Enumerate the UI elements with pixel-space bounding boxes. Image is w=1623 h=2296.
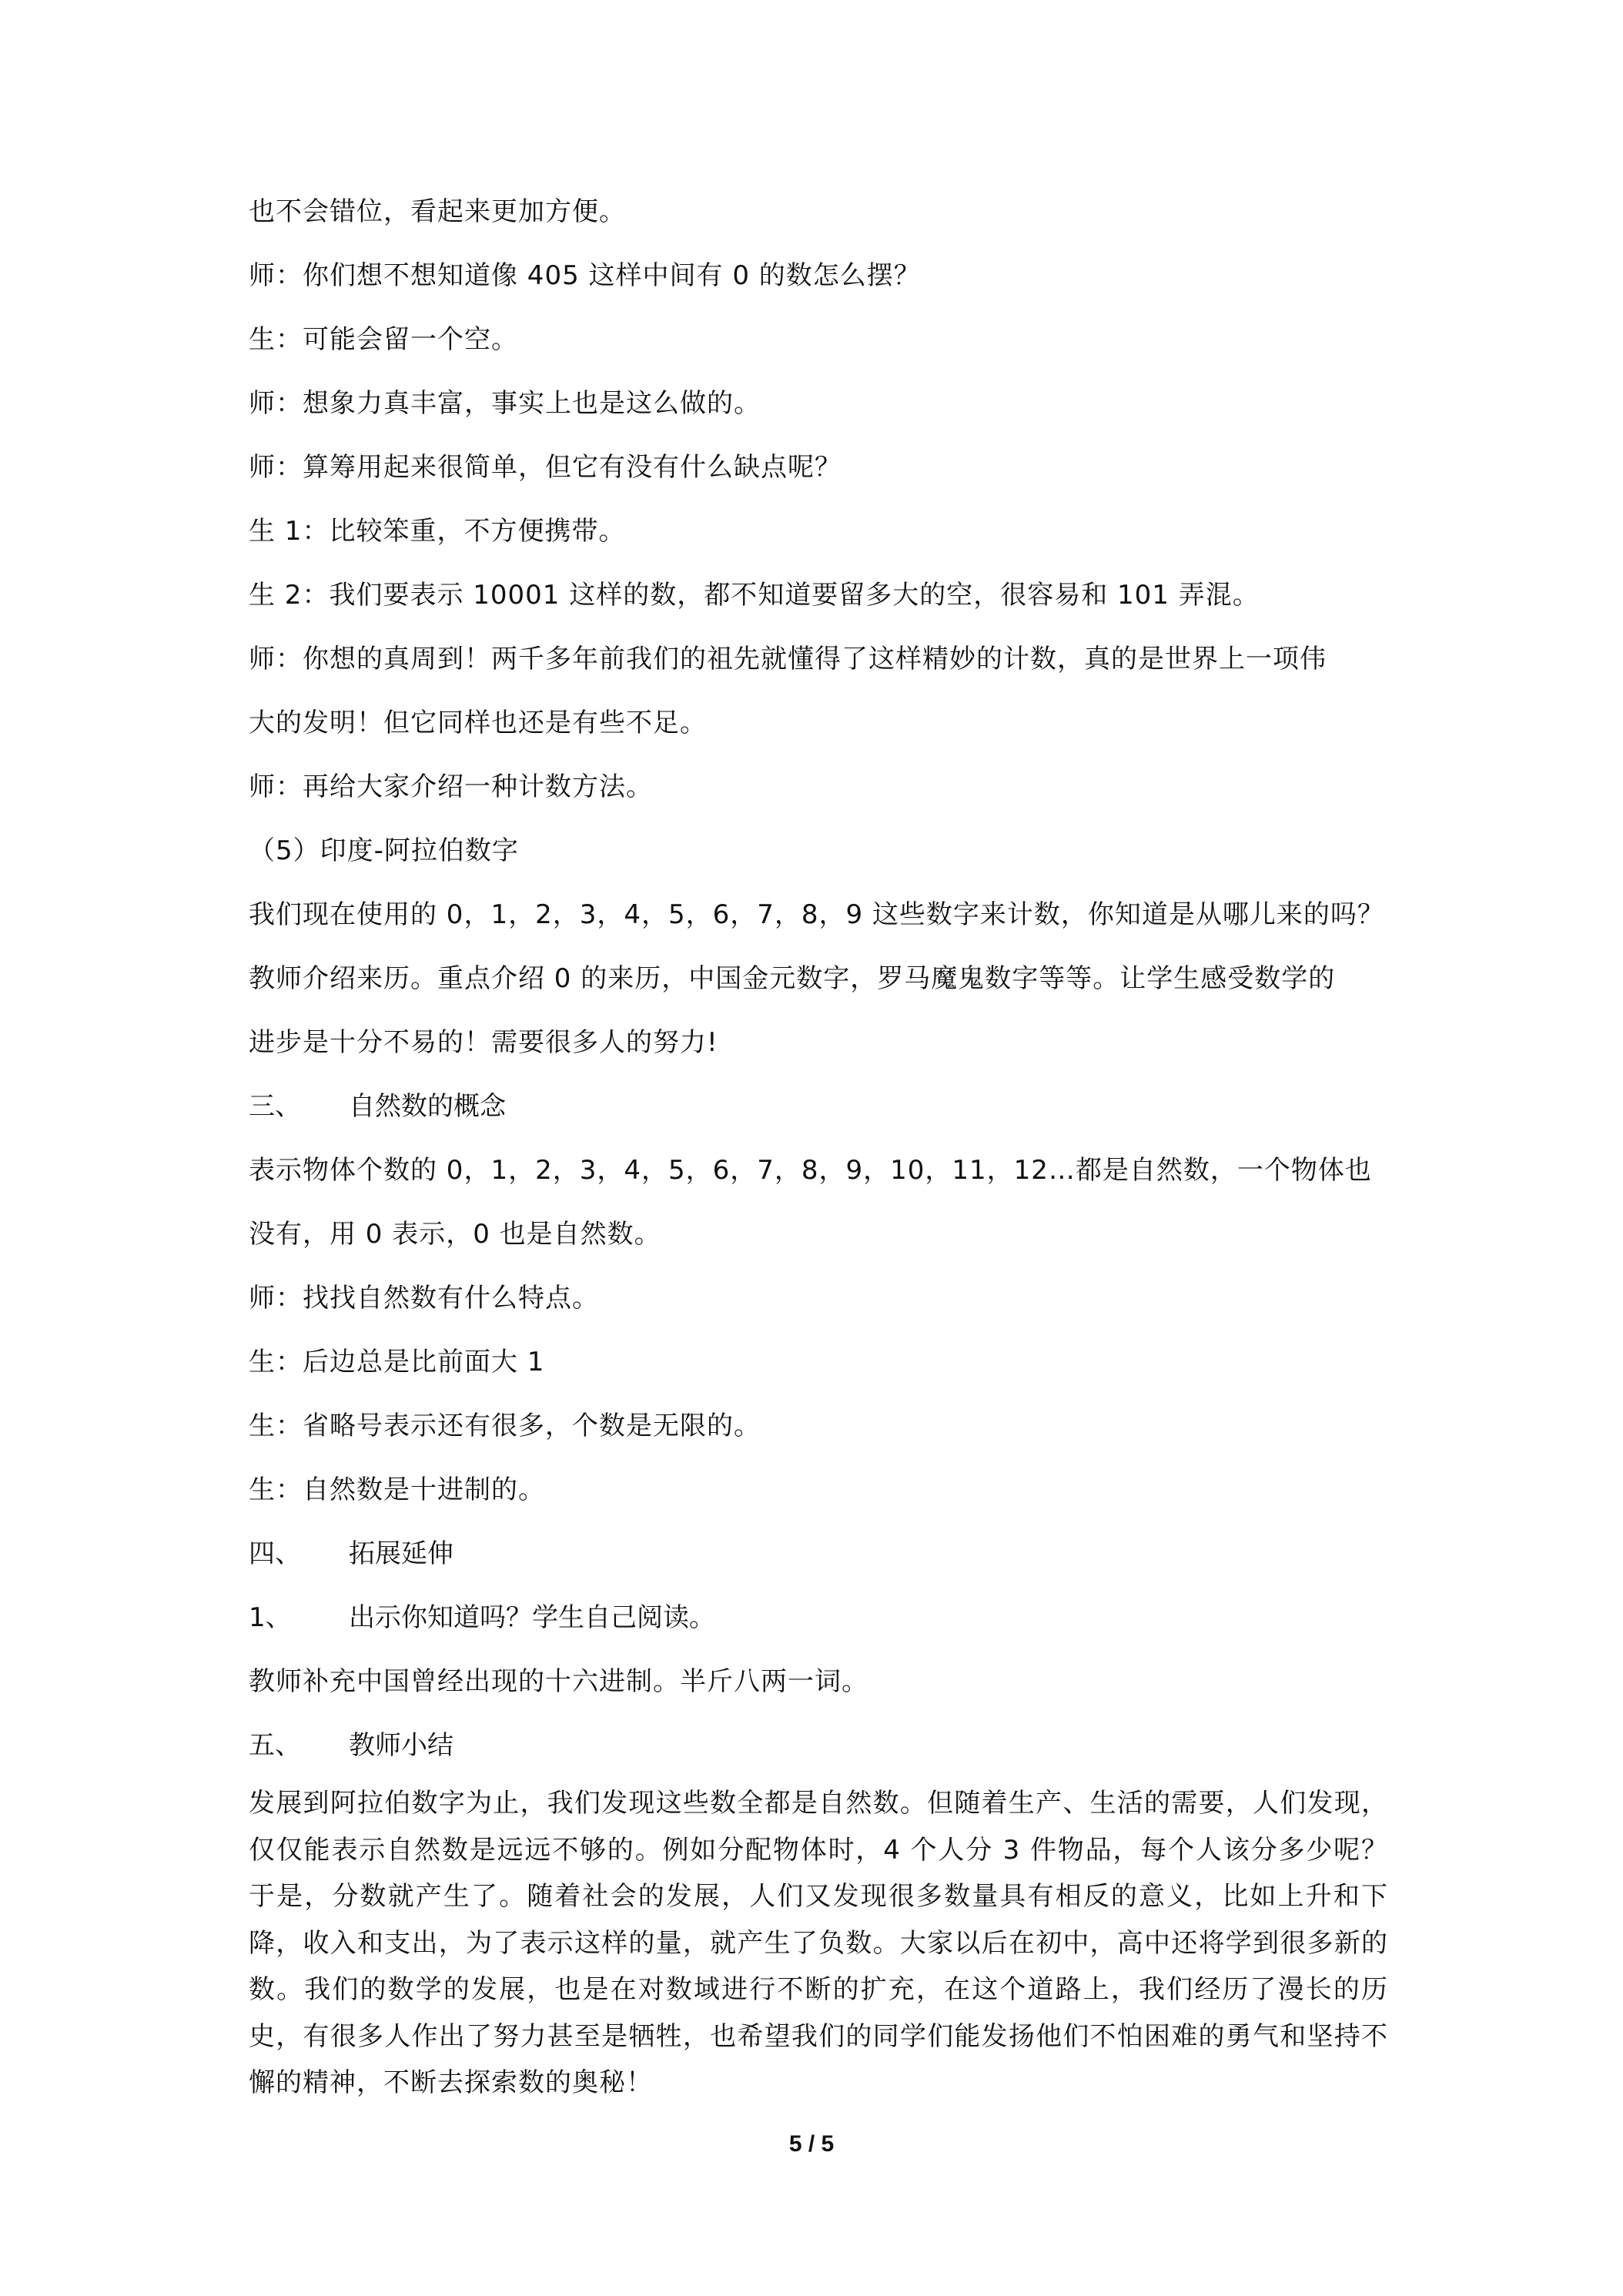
section-number: 四、 [249,1538,301,1569]
section-number: 五、 [249,1730,301,1761]
section-title: 拓展延伸 [349,1538,453,1569]
item-text: 出示你知道吗？学生自己阅读。 [349,1602,715,1633]
item-number: 1、 [249,1602,292,1633]
page-number: 5 / 5 [788,2131,835,2157]
text-line: 也不会错位，看起来更加方便。 [249,196,626,227]
section-title: 自然数的概念 [349,1091,506,1122]
text-line: 我们现在使用的 0，1，2，3，4，5，6，7，8，9 这些数字来计数，你知道是从哪儿来的吗？ [249,899,1384,930]
section-heading-3 [249,1087,1388,1126]
section-title: 教师小结 [349,1730,453,1761]
section-number: 三、 [249,1091,301,1122]
text-line: 生 2：我们要表示 10001 这样的数，都不知道要留多大的空，很容易和 101 弄混。 [249,580,1260,611]
text-line: 生：后边总是比前面大 1 [249,1347,545,1377]
text-line: 生：省略号表示还有很多，个数是无限的。 [249,1411,761,1441]
text-line: 生：自然数是十进制的。 [249,1474,545,1505]
section-heading-4 [249,1535,1388,1573]
subsection-title: （5）印度-阿拉伯数字 [249,835,519,866]
document-body [249,192,1388,2107]
list-item-1 [249,1598,1388,1637]
text-line: 师：算筹用起来很简单，但它有没有什么缺点呢？ [249,452,842,483]
text-line: 生：可能会留一个空。 [249,324,518,355]
text-line: 没有，用 0 表示，0 也是自然数。 [249,1219,661,1250]
text-line: 师：想象力真丰富，事实上也是这么做的。 [249,388,761,419]
summary-paragraph: 发展到阿拉伯数字为止，我们发现这些数全都是自然数。但随着生产、生活的需要，人们发现，仅仅能表示自然数是远远不够的。例如分配物体时，4 个人分 3 件物品，每个人该分多少呢？于是，分数就产生了。随着社会的发展，人们又发现很多数量具有相反的意义，比如上升和下降，收入和支出，为了表示这样的量，就产生了负数。大家以后在初中，高中还将学到很多新的数。我们的数学的发展，也是在对数域进行不断的扩充，在这个道路上，我们经历了漫长的历史，有很多人作出了努力甚至是牺牲，也希望我们的同学们能发扬他们不怕困难的勇气和坚持不懈的精神，不断去探索数的奥秘！ [249,1788,1388,2098]
text-line: 师：你想的真周到！两千多年前我们的祖先就懂得了这样精妙的计数，真的是世界上一项伟 [249,644,1327,674]
text-line: 师：再给大家介绍一种计数方法。 [249,771,653,802]
section-heading-5 [249,1726,1388,1765]
text-line: 生 1：比较笨重，不方便携带。 [249,516,626,547]
text-line: 教师介绍来历。重点介绍 0 的来历，中国金元数字，罗马魔鬼数字等等。让学生感受数学的 [249,963,1336,994]
text-line: 教师补充中国曾经出现的十六进制。半斤八两一词。 [249,1666,868,1697]
text-line: 表示物体个数的 0，1，2，3，4，5，6，7，8，9，10，11，12…都是自然数，一个物体也 [249,1155,1372,1186]
text-line: 进步是十分不易的！需要很多人的努力! [249,1027,718,1058]
text-line: 师：找找自然数有什么特点。 [249,1283,599,1314]
text-line: 大的发明！但它同样也还是有些不足。 [249,708,707,738]
text-line: 师：你们想不想知道像 405 这样中间有 0 的数怎么摆？ [249,260,921,291]
